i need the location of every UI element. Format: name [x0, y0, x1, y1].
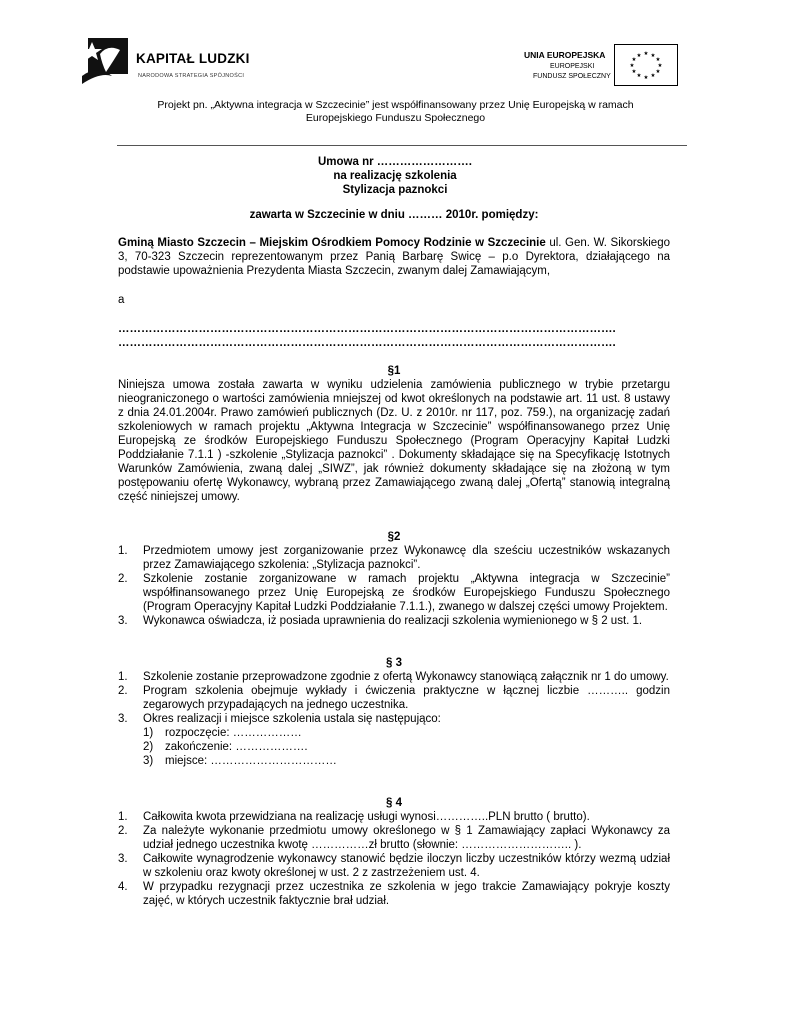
party-2-dots-1: ………………………………………………………………………………………………………………….	[118, 323, 616, 335]
section-3-item: 3. Okres realizacji i miejsce szkolenia ustala się następująco: 1) rozpoczęcie: ……………… 2) zakończenie: ………………. 3) miejsce: ……………………………	[118, 712, 670, 768]
section-4-item: 2. Za należyte wykonanie przedmiotu umowy określonego w § 1 Zamawiający zapłaci Wykonawcy za udział jednego uczestnika kwotę ……………zł brutto (słownie: ……………………….. ).	[118, 825, 670, 851]
section-1-text: Niniejsza umowa została zawarta w wyniku udzielenia zamówienia publicznego w trybie przetargu nieograniczonego o wartości zamówienia mniejszej od kwot określonych na podstawie art. 11 ust. 8 ustawy z dnia 24.01.2004r. Prawo zamówień publicznych (Dz. U. z 2010r. nr 117, poz. 759.), na organizację zadań szkoleniowych w ramach projektu „Aktywna Integracja w Szczecinie” współfinansowanego przez Unię Europejską ze środków Europejskiego Funduszu Społecznego (Program Operacyjny Kapitał Ludzki Poddziałanie 7.1.1 ) -szkolenie „Stylizacja paznokci” . Dokumenty składające się na Specyfikację Istotnych Warunków Zamówienia, zwaną dalej „SIWZ”, jak również dokumenty składające się na złożoną w tym postępowaniu ofertę Wykonawcy, wybraną przez Zamawiającego zwaną dalej „Ofertą” stanowią integralną część niniejszej umowy.	[118, 379, 670, 503]
section-4-item: 4. W przypadku rezygnacji przez uczestnika ze szkolenia w jego trakcie Zamawiający pokryje koszty zajęć, w których uczestnik faktycznie brał udział.	[118, 881, 670, 907]
contract-concluded: zawarta w Szczecinie w dniu ……… 2010r. pomiędzy:	[249, 209, 539, 221]
section-3-subitem: 2) zakończenie: ……………….	[143, 741, 308, 753]
party-1-name: Gminą Miasto Szczecin – Miejskim Ośrodkiem Pomocy Rodzinie w Szczecinie	[118, 237, 546, 249]
svg-text:★: ★	[629, 63, 635, 69]
section-4-heading: § 4	[386, 797, 402, 809]
section-3-item: 1. Szkolenie zostanie przeprowadzone zgodnie z ofertą Wykonawcy stanowiącą załącznik nr 1 do umowy.	[118, 671, 669, 683]
party-1-details: ul. Gen. W. Sikorskiego 3, 70-323 Szczecin reprezentowanym przez Panią Barbarę Swicę – p.o Dyrektora, działającego na podstawie upoważnienia Prezydenta Miasta Szczecin, zwanym dalej Zamawiającym,	[118, 237, 670, 277]
section-3-item: 2. Program szkolenia obejmuje wykłady i ćwiczenia praktyczne w łącznej liczbie ……….. godzin zegarowych przypadających na jednego uczestnika.	[118, 685, 670, 711]
section-1-heading: §1	[387, 365, 401, 377]
eu-logo-line1: UNIA EUROPEJSKA	[524, 50, 606, 60]
conjunction: a	[118, 294, 125, 306]
contract-subject: na realizację szkolenia	[333, 170, 457, 182]
eu-logo-line3: FUNDUSZ SPOŁECZNY	[533, 73, 611, 80]
svg-text:★: ★	[643, 51, 649, 57]
kapital-ludzki-logo	[80, 24, 270, 104]
section-2-heading: §2	[387, 531, 401, 543]
eu-logo-line2: EUROPEJSKI	[550, 63, 595, 70]
svg-text:★: ★	[643, 75, 649, 81]
svg-text:★: ★	[650, 73, 656, 79]
eu-flag-icon	[614, 44, 678, 86]
kapital-ludzki-title: KAPITAŁ LUDZKI	[136, 51, 250, 66]
party-2-placeholder	[118, 322, 670, 350]
section-3-heading: § 3	[386, 657, 402, 669]
svg-text:★: ★	[655, 69, 661, 75]
contract-number: Umowa nr …………………….	[318, 156, 472, 168]
svg-text:★: ★	[655, 57, 661, 63]
svg-text:★: ★	[631, 57, 637, 63]
eu-efs-logo	[510, 40, 680, 90]
section-2-item: 3. Wykonawca oświadcza, iż posiada uprawnienia do realizacji szkolenia wymienionego w § 2 ust. 1.	[118, 615, 643, 627]
contract-title	[230, 155, 560, 197]
project-info	[100, 99, 691, 125]
kapital-ludzki-subtitle: NARODOWA STRATEGIA SPÓJNOŚCI	[138, 73, 245, 79]
section-4-item: 1. Całkowita kwota przewidziana na realizację usługi wynosi…………..PLN brutto ( brutto).	[118, 811, 590, 823]
section-2-item: 1. Przedmiotem umowy jest zorganizowanie przez Wykonawcę dla sześciu uczestników wskazanych przez Zamawiającego szkolenia: „Stylizacja paznokci”.	[118, 545, 670, 571]
section-4-list	[118, 810, 670, 908]
section-3-list	[118, 670, 670, 768]
contract-training-name: Stylizacja paznokci	[342, 184, 448, 196]
section-4-item: 3. Całkowite wynagrodzenie wykonawcy stanowić będzie iloczyn liczby uczestników którzy wezmą udział w szkoleniu oraz kwoty określonej w ust. 2 z zastrzeżeniem ust. 4.	[118, 853, 670, 879]
party-1	[118, 236, 670, 278]
svg-text:★: ★	[636, 73, 642, 79]
svg-text:★: ★	[631, 69, 637, 75]
party-2-dots-2: ………………………………………………………………………………………………………………….	[118, 337, 616, 349]
section-3-subitem: 1) rozpoczęcie: ………………	[143, 727, 302, 739]
section-3-subitem: 3) miejsce: ……………………………	[143, 755, 337, 767]
section-2-list	[118, 544, 670, 628]
project-line-2: Europejskiego Funduszu Społecznego	[305, 112, 486, 124]
header-divider	[117, 145, 687, 146]
project-line-1: Projekt pn. „Aktywna integracja w Szczecinie” jest współfinansowany przez Unię Europejską w ramach	[157, 99, 634, 111]
svg-text:★: ★	[636, 53, 642, 59]
svg-text:★: ★	[657, 63, 663, 69]
kapital-ludzki-emblem-icon	[80, 32, 132, 94]
svg-text:★: ★	[650, 53, 656, 59]
section-2-item: 2. Szkolenie zostanie zorganizowane w ramach projektu „Aktywna integracja w Szczecinie” współfinansowanego przez Unię Europejską ze środków Europejskiego Funduszu Społecznego (Program Operacyjny Kapitał Ludzki Poddziałanie 7.1.1.), zwanego w dalszej części umowy Projektem.	[118, 573, 670, 613]
